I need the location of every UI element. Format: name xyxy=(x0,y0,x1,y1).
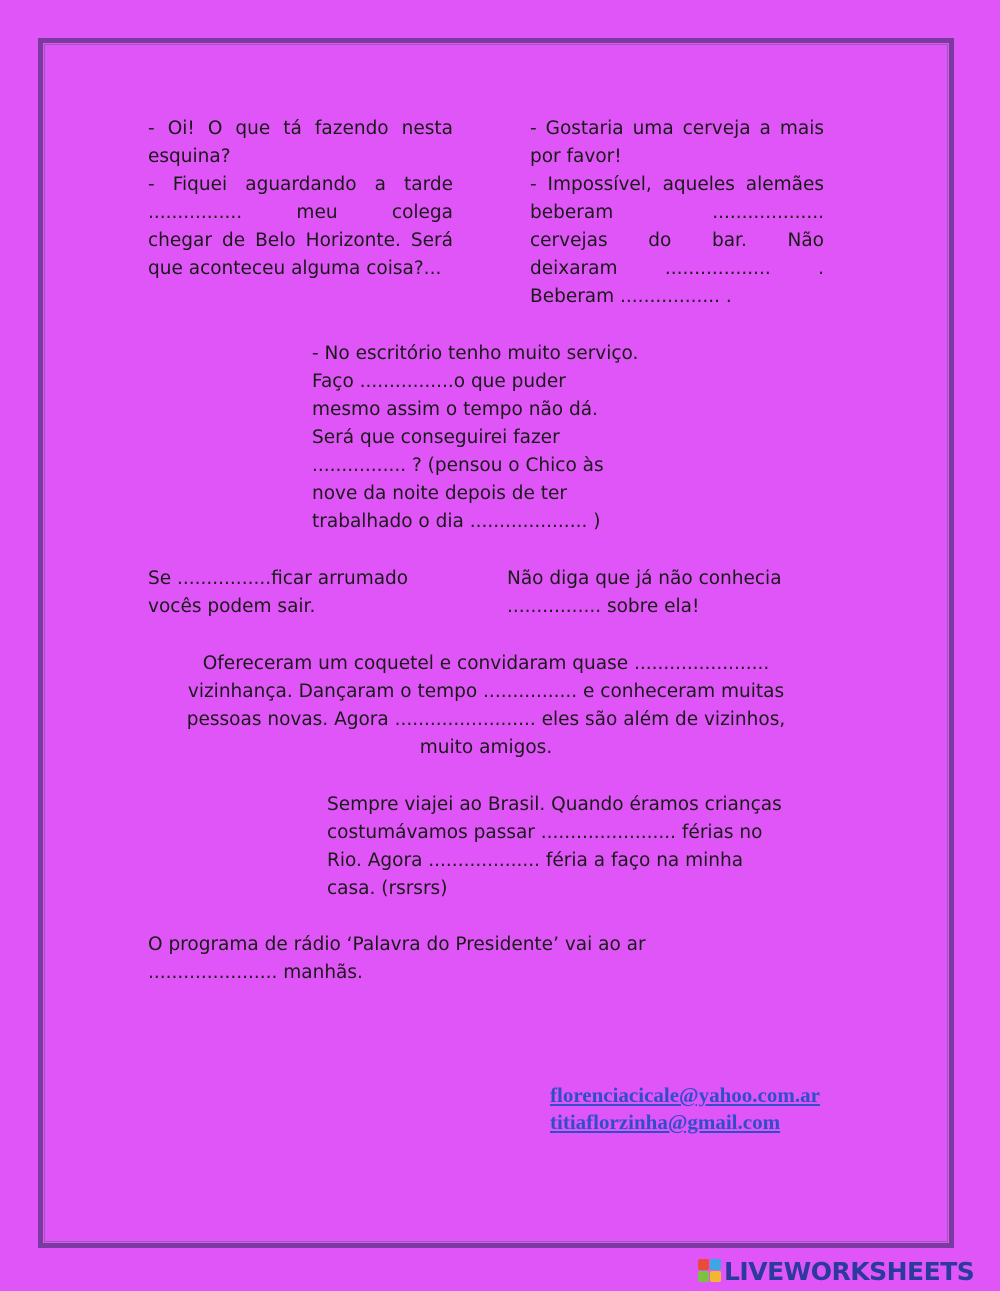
text-line: mesmo assim o tempo não dá. xyxy=(312,399,598,420)
text-line: por favor! xyxy=(530,146,622,167)
text-line: - Oi! O que tá fazendo nesta xyxy=(148,118,453,139)
text-line: ................ sobre ela! xyxy=(507,596,700,617)
text-line: - Gostaria uma cerveja a mais xyxy=(530,118,824,139)
liveworksheets-logo[interactable] xyxy=(698,1258,974,1284)
text-line: nove da noite depois de ter xyxy=(312,483,568,504)
text-line: cervejas do bar. Não xyxy=(530,230,824,251)
text-line: beberam ................... xyxy=(530,202,824,223)
text-line: Ofereceram um coquetel e convidaram quase ....................... xyxy=(202,653,770,674)
text-line: Será que conseguirei fazer xyxy=(312,427,560,448)
dialogue-corner xyxy=(148,115,453,283)
text-line: costumávamos passar ....................... férias no xyxy=(327,822,763,843)
text-line: Se ................ficar arrumado xyxy=(148,568,409,589)
liveworksheets-logo-icon xyxy=(698,1259,722,1283)
text-line: trabalhado o dia .................... ) xyxy=(312,511,601,532)
text-line: ................ ? (pensou o Chico às xyxy=(312,455,604,476)
text-line: vizinhança. Dançaram o tempo ................ e conheceram muitas xyxy=(187,681,785,702)
text-line: Rio. Agora ................... féria a faço na minha xyxy=(327,850,744,871)
text-line: - Fiquei aguardando a tarde xyxy=(148,174,453,195)
sentence-radio xyxy=(148,931,748,987)
text-line: deixaram .................. . xyxy=(530,258,824,279)
text-line: ................ meu colega xyxy=(148,202,453,223)
logo-text: LIVEWORKSHEETS xyxy=(724,1256,975,1286)
dialogue-beer xyxy=(530,115,824,311)
sentence-arrumado xyxy=(148,565,478,621)
text-line: chegar de Belo Horizonte. Será xyxy=(148,230,453,251)
text-line: ...................... manhãs. xyxy=(148,962,363,983)
text-line: que aconteceu alguma coisa?... xyxy=(148,258,442,279)
paragraph-brasil xyxy=(327,791,827,903)
text-line: Não diga que já não conhecia xyxy=(507,568,782,589)
text-line: pessoas novas. Agora ........................ eles são além de vizinhos, xyxy=(186,709,786,730)
contact-emails xyxy=(550,1082,820,1136)
text-line: - Impossível, aqueles alemães xyxy=(530,174,824,195)
text-line: vocês podem sair. xyxy=(148,596,316,617)
text-line: Beberam ................. . xyxy=(530,286,732,307)
text-line: Sempre viajei ao Brasil. Quando éramos crianças xyxy=(327,794,782,815)
text-line: esquina? xyxy=(148,146,231,167)
email-link-gmail[interactable]: titiaflorzinha@gmail.com xyxy=(550,1110,781,1134)
text-line: muito amigos. xyxy=(419,737,553,758)
email-link-yahoo[interactable]: florenciacicale@yahoo.com.ar xyxy=(550,1083,820,1107)
sentence-conhecia xyxy=(507,565,827,621)
text-line: - No escritório tenho muito serviço. xyxy=(312,343,639,364)
paragraph-coquetel xyxy=(148,650,824,762)
text-line: O programa de rádio ‘Palavra do Presidente’ vai ao ar xyxy=(148,934,646,955)
text-line: casa. (rsrsrs) xyxy=(327,878,448,899)
paragraph-office xyxy=(312,340,692,536)
text-line: Faço ................o que puder xyxy=(312,371,566,392)
